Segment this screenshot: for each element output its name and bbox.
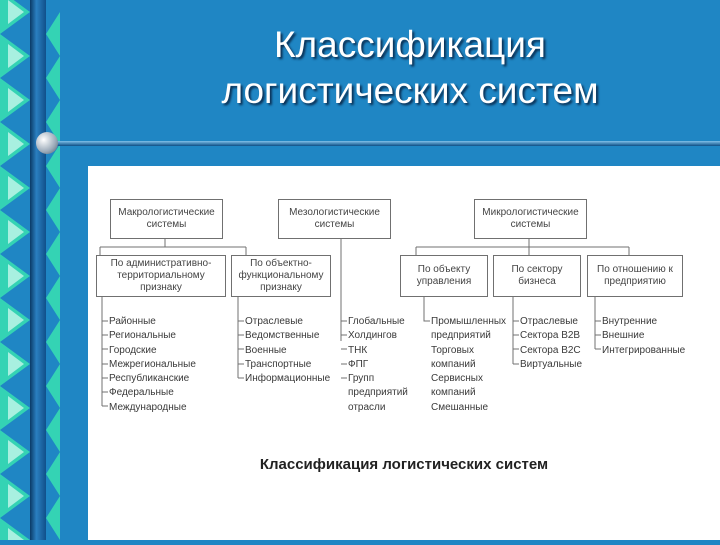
list-item: Межрегиональные: [109, 358, 196, 370]
list-item: Информационные: [245, 373, 331, 385]
list-item: Виртуальные: [520, 358, 583, 370]
list-item: Сектора B2C: [520, 344, 581, 356]
list-item: Международные: [109, 401, 187, 413]
divider-knob: [36, 132, 58, 154]
list-item: Групп: [348, 373, 375, 385]
list-item: Сервисных: [431, 373, 483, 385]
list-item: Торговых: [431, 344, 474, 356]
decorative-bar: [30, 0, 46, 540]
box-control-object: По объекту управления: [400, 255, 488, 297]
diagram-caption: Классификация логистических систем: [259, 456, 549, 473]
list-item: Городские: [109, 344, 157, 356]
list-item: Отраслевые: [245, 316, 303, 327]
slide-title-line-2: логистических систем: [221, 70, 599, 111]
list-object-functional: [245, 315, 330, 386]
diagram-panel: [88, 166, 720, 540]
list-item: Промышленных: [431, 316, 507, 327]
list-item: компаний: [431, 387, 476, 399]
list-item: компаний: [431, 358, 476, 370]
list-item: Федеральные: [109, 387, 174, 399]
box-object-functional: По объектно-функциональному признаку: [231, 255, 331, 297]
list-item: Районные: [109, 316, 156, 327]
title-divider-line: [48, 141, 720, 146]
list-item: предприятий: [348, 387, 408, 399]
list-item: ТНК: [348, 344, 368, 356]
list-item: Сектора B2B: [520, 330, 581, 342]
box-micro-systems: Микрологистические системы: [474, 199, 587, 239]
list-enterprise-relation: [602, 315, 685, 358]
box-enterprise-relation: По отношению к предприятию: [587, 255, 683, 297]
list-item: Глобальные: [348, 316, 405, 327]
list-control-object: [431, 315, 506, 415]
list-item: предприятий: [431, 330, 491, 342]
list-item: Внешние: [602, 330, 645, 342]
list-item: Отраслевые: [520, 316, 578, 327]
list-item: Региональные: [109, 330, 176, 342]
slide-title-line-1: Классификация: [274, 24, 546, 65]
list-admin: [109, 315, 196, 415]
box-admin-territorial: По административно-территориальному признаку: [96, 255, 226, 297]
list-item: Интегрированные: [602, 344, 686, 356]
box-meso-systems: Мезологистические системы: [278, 199, 391, 239]
slide-title: [150, 22, 670, 114]
list-item: ФПГ: [348, 358, 369, 370]
list-item: Внутренние: [602, 316, 658, 327]
list-meso: [348, 315, 408, 415]
list-item: Военные: [245, 344, 287, 356]
list-item: Транспортные: [245, 358, 312, 370]
list-item: Ведомственные: [245, 330, 320, 342]
box-business-sector: По сектору бизнеса: [493, 255, 581, 297]
list-item: Холдингов: [348, 330, 397, 342]
box-macro-systems: Макрологистические системы: [110, 199, 223, 239]
list-business-sector: [520, 315, 582, 372]
list-item: Смешанные: [431, 401, 489, 413]
list-item: Республиканские: [109, 373, 190, 385]
list-item: отрасли: [348, 401, 386, 413]
